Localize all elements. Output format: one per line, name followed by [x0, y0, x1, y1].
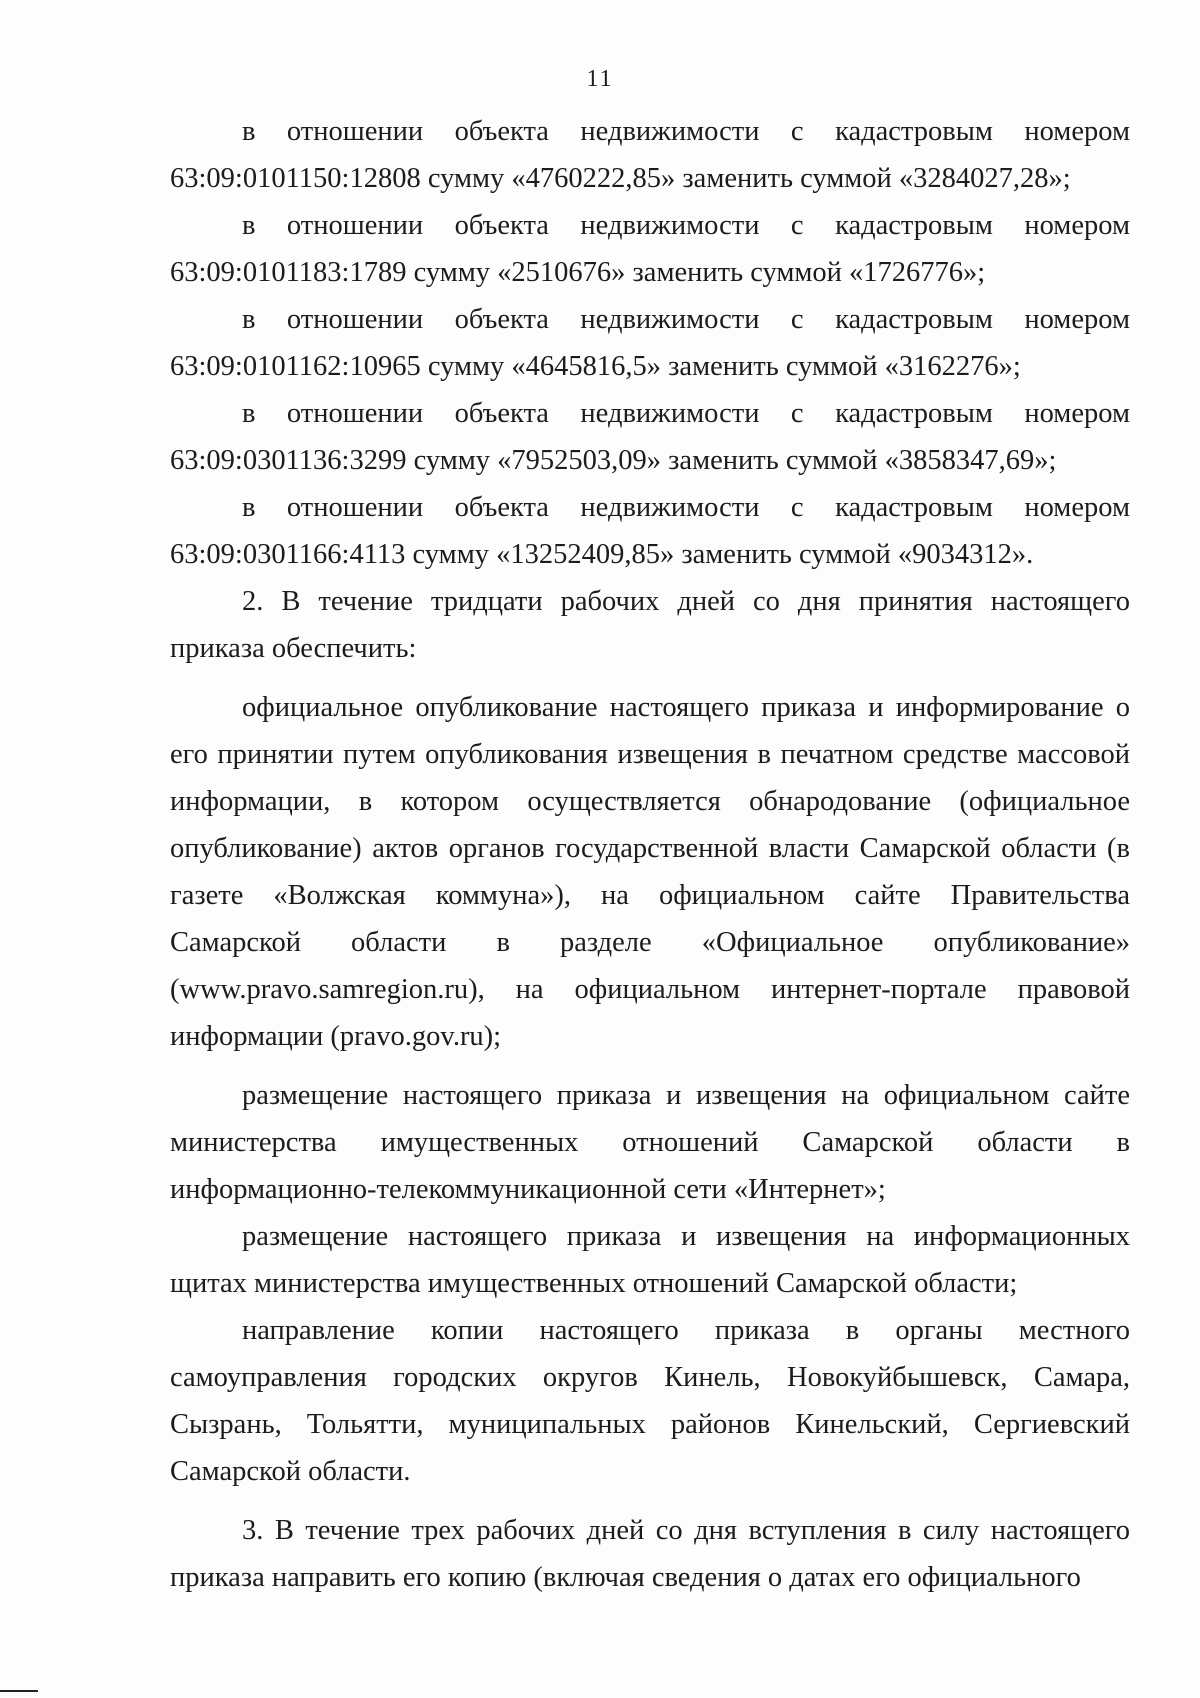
paragraph-copy-direction: направление копии настоящего приказа в органы местного самоуправления городских округов Кинель, Новокуйбышевск, Самара, Сызрань, Тольятти, муниципальных районов Кинельский, Сергиевский Самарской области.	[170, 1315, 1130, 1487]
page-number: 11	[586, 66, 614, 92]
scan-edge-mark	[0, 1690, 38, 1692]
paragraph-cadastral-5: в отношении объекта недвижимости с кадастровым номером 63:09:0301166:4113 сумму «13252409,85» заменить суммой «9034312».	[170, 492, 1130, 570]
paragraph-cadastral-1: в отношении объекта недвижимости с кадастровым номером 63:09:0101150:12808 сумму «4760222,85» заменить суммой «3284027,28»;	[170, 116, 1130, 194]
paragraph-item-2: 2. В течение тридцати рабочих дней со дня принятия настоящего приказа обеспечить:	[170, 586, 1130, 664]
paragraph-official-publication: официальное опубликование настоящего приказа и информирование о его принятии путем опубликования извещения в печатном средстве массовой информации, в котором осуществляется обнародование (официальное опубликование) актов органов государственной власти Самарской области (в газете «Волжская коммуна»), на официальном сайте Правительства Самарской области в разделе «Официальное опубликование» (www.pravo.samregion.ru), на официальном интернет-портале правовой информации (pravo.gov.ru);	[170, 692, 1130, 1052]
paragraph-cadastral-4: в отношении объекта недвижимости с кадастровым номером 63:09:0301136:3299 сумму «7952503,09» заменить суммой «3858347,69»;	[170, 398, 1130, 476]
paragraph-item-3: 3. В течение трех рабочих дней со дня вступления в силу настоящего приказа направить его копию (включая сведения о датах его официального	[170, 1515, 1130, 1593]
paragraph-info-boards: размещение настоящего приказа и извещения на информационных щитах министерства имущественных отношений Самарской области;	[170, 1221, 1130, 1299]
paragraph-website-placement: размещение настоящего приказа и извещения на официальном сайте министерства имущественных отношений Самарской области в информационно-телекоммуникационной сети «Интернет»;	[170, 1080, 1130, 1205]
paragraph-cadastral-3: в отношении объекта недвижимости с кадастровым номером 63:09:0101162:10965 сумму «4645816,5» заменить суммой «3162276»;	[170, 304, 1130, 382]
paragraph-cadastral-2: в отношении объекта недвижимости с кадастровым номером 63:09:0101183:1789 сумму «2510676» заменить суммой «1726776»;	[170, 210, 1130, 288]
document-body	[170, 108, 1130, 1601]
